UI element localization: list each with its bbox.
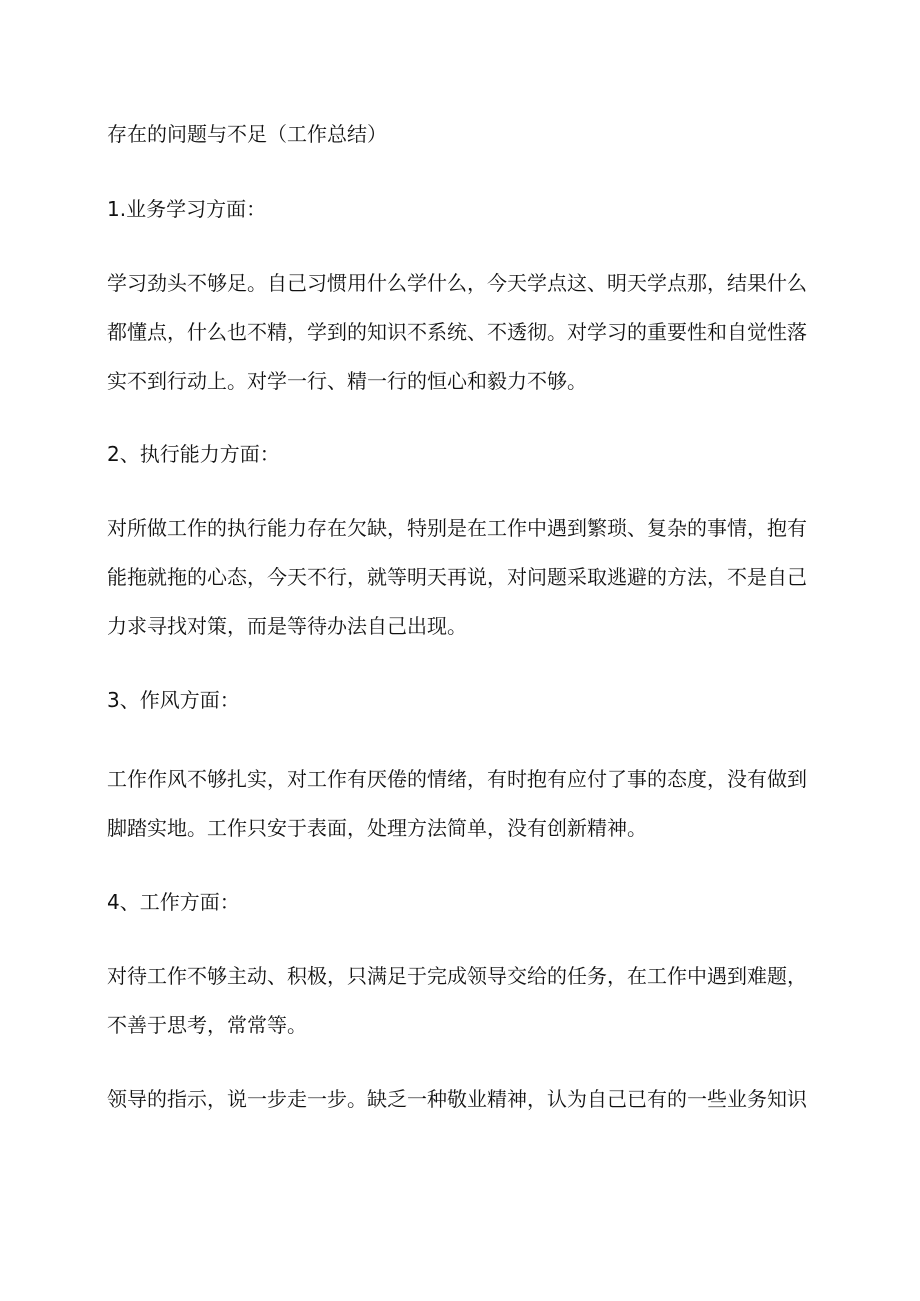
paragraph-line: 对待工作不够主动、积极，只满足于完成领导交给的任务，在工作中遇到难题， (107, 964, 807, 988)
paragraph-line: 都懂点，什么也不精，学到的知识不系统、不透彻。对学习的重要性和自觉性落 (107, 320, 807, 344)
paragraph-line: 领导的指示，说一步走一步。缺乏一种敬业精神，认为自己已有的一些业务知识 (107, 1087, 807, 1111)
section-heading-3: 3、作风方面： (107, 688, 240, 712)
paragraph-line: 能拖就拖的心态，今天不行，就等明天再说，对问题采取逃避的方法，不是自己 (107, 565, 807, 589)
section-heading-4: 4、工作方面： (107, 890, 240, 914)
paragraph-line: 工作作风不够扎实，对工作有厌倦的情绪，有时抱有应付了事的态度，没有做到 (107, 767, 807, 791)
paragraph-line: 对所做工作的执行能力存在欠缺，特别是在工作中遇到繁琐、复杂的事情，抱有 (107, 516, 807, 540)
paragraph-line: 学习劲头不够足。自己习惯用什么学什么，今天学点这、明天学点那，结果什么 (107, 271, 807, 295)
section-heading-2: 2、执行能力方面： (107, 442, 280, 466)
paragraph-line: 不善于思考，常常等。 (107, 1013, 307, 1037)
paragraph-line: 实不到行动上。对学一行、精一行的恒心和毅力不够。 (107, 369, 587, 393)
section-heading-1: 1.业务学习方面： (107, 197, 267, 221)
paragraph-line: 力求寻找对策，而是等待办法自己出现。 (107, 614, 467, 638)
document-title: 存在的问题与不足（工作总结） (107, 122, 387, 146)
paragraph-line: 脚踏实地。工作只安于表面，处理方法简单，没有创新精神。 (107, 816, 647, 840)
